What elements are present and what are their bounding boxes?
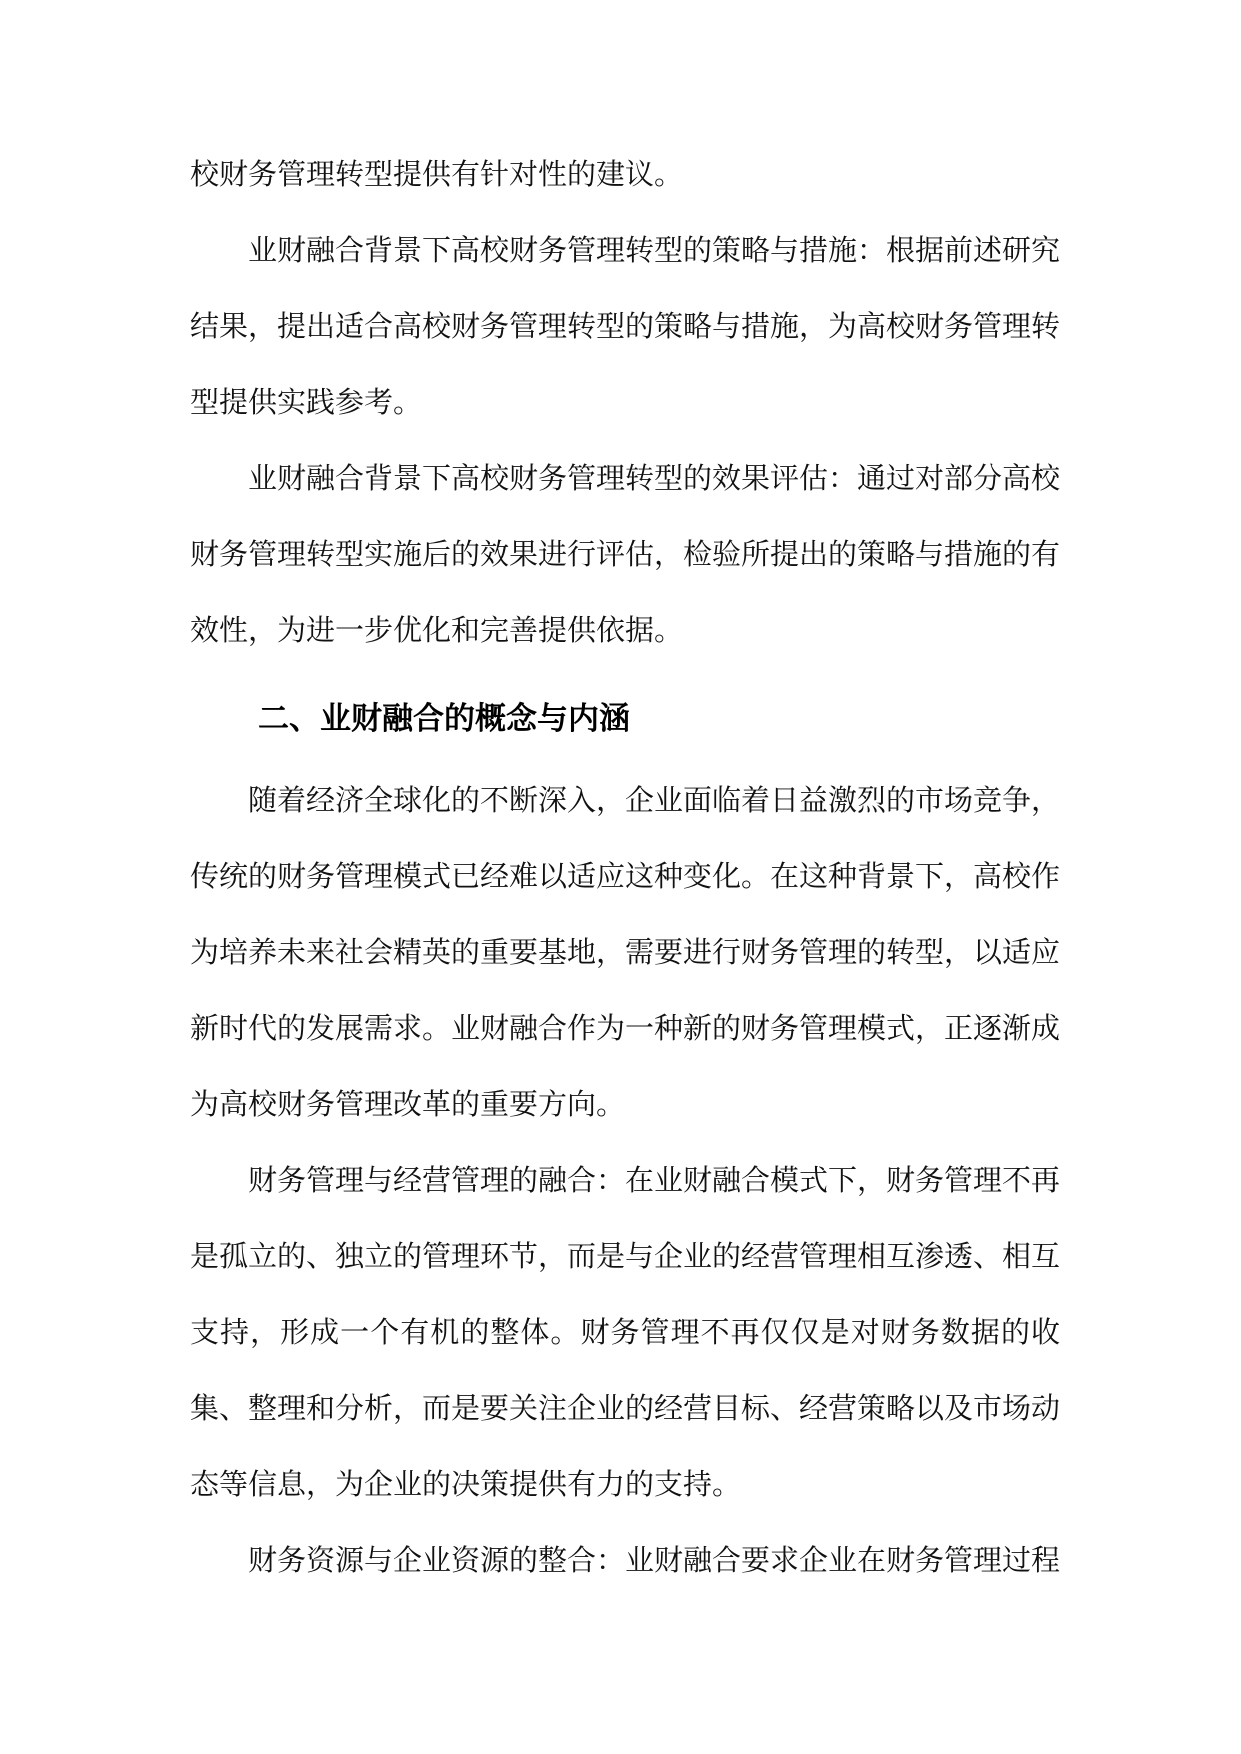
- document-body: [190, 136, 1060, 1598]
- paragraph-background: 随着经济全球化的不断深入，企业面临着日益激烈的市场竞争，传统的财务管理模式已经难以适应这种变化。在这种背景下，高校作为培养未来社会精英的重要基地，需要进行财务管理的转型，以适应新时代的发展需求。业财融合作为一种新的财务管理模式，正逐渐成为高校财务管理改革的重要方向。: [190, 783, 1061, 1121]
- paragraph-evaluation: 业财融合背景下高校财务管理转型的效果评估：通过对部分高校财务管理转型实施后的效果进行评估，检验所提出的策略与措施的有效性，为进一步优化和完善提供依据。: [190, 461, 1061, 647]
- paragraph-resource-integration: 财务资源与企业资源的整合：业财融合要求企业在财务管理过程: [248, 1543, 1061, 1577]
- paragraph-management-integration: 财务管理与经营管理的融合：在业财融合模式下，财务管理不再是孤立的、独立的管理环节，而是与企业的经营管理相互渗透、相互支持，形成一个有机的整体。财务管理不再仅仅是对财务数据的收集、整理和分析，而是要关注企业的经营目标、经营策略以及市场动态等信息，为企业的决策提供有力的支持。: [190, 1163, 1061, 1501]
- section-heading: 二、业财融合的概念与内涵: [258, 701, 630, 737]
- paragraph-strategies: 业财融合背景下高校财务管理转型的策略与措施：根据前述研究结果，提出适合高校财务管理转型的策略与措施，为高校财务管理转型提供实践参考。: [190, 233, 1061, 419]
- paragraph-continuation: 校财务管理转型提供有针对性的建议。: [190, 157, 684, 191]
